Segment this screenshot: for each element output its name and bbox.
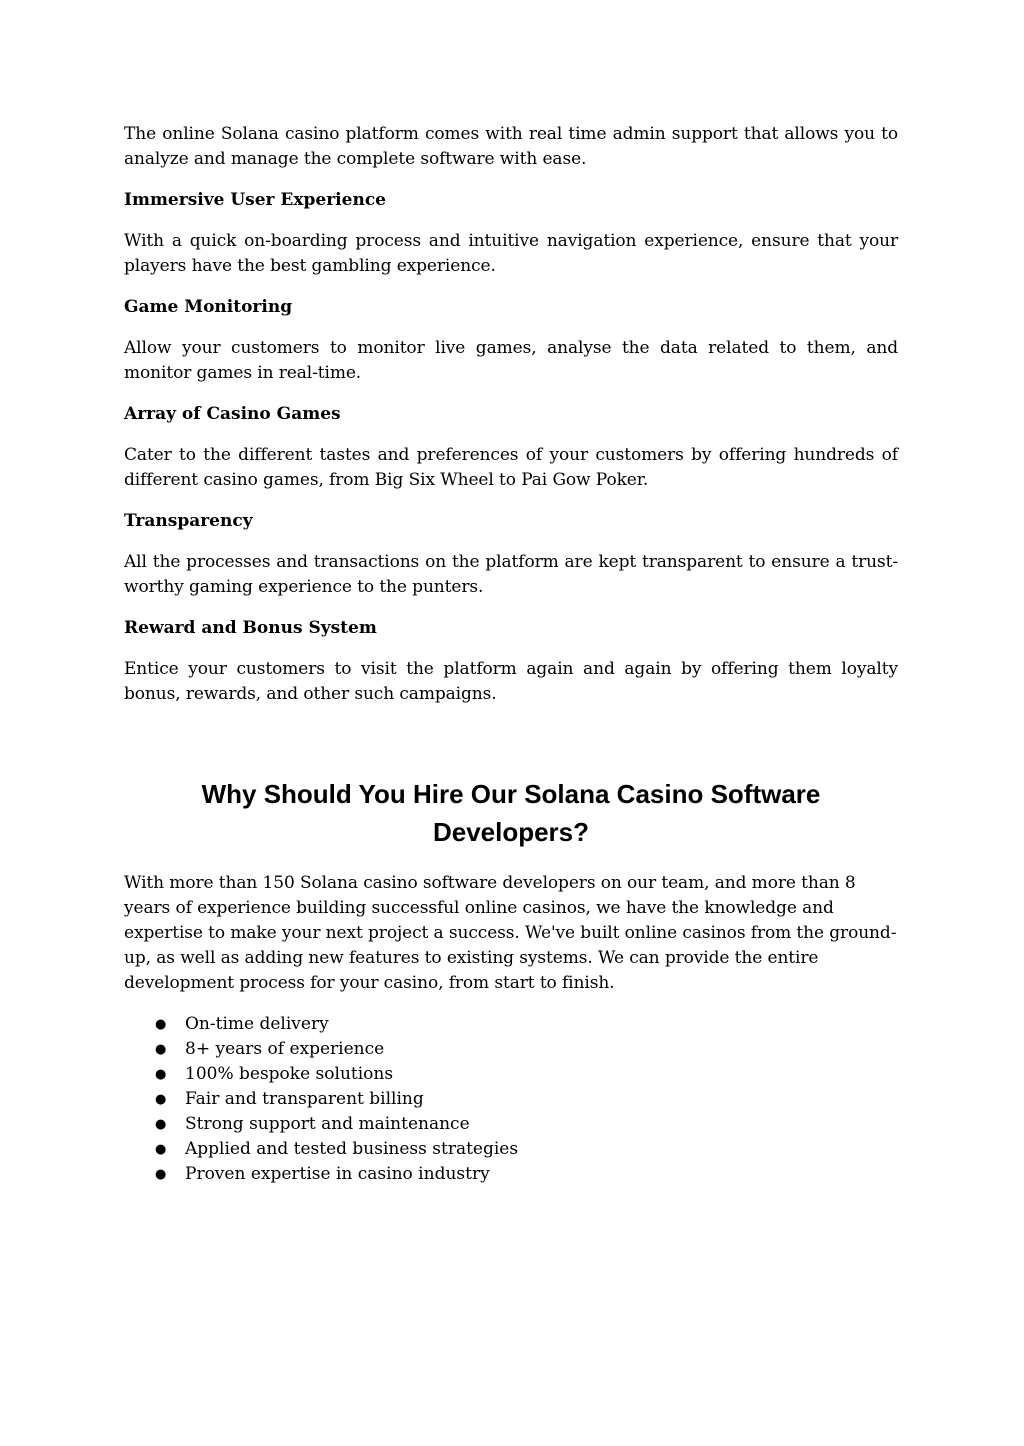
list-item: ● Strong support and maintenance bbox=[124, 1112, 898, 1137]
section-spacer bbox=[124, 723, 898, 775]
feature-text-user-experience: With a quick on-boarding process and intuitive navigation experience, ensure that your players have the best gambling experience. bbox=[124, 231, 898, 276]
list-item: ● 100% bespoke solutions bbox=[124, 1062, 898, 1087]
intro-paragraph: The online Solana casino platform comes with real time admin support that allows you to analyze and manage the complete software with ease. bbox=[124, 124, 898, 169]
feature-text-game-monitoring: Allow your customers to monitor live games, analyse the data related to them, and monitor games in real-time. bbox=[124, 338, 898, 383]
list-item: ● Proven expertise in casino industry bbox=[124, 1162, 898, 1187]
feature-text-casino-games: Cater to the different tastes and preferences of your customers by offering hundreds of different casino games, from Big Six Wheel to Pai Gow Poker. bbox=[124, 445, 898, 490]
bullet-icon: ● bbox=[155, 1117, 167, 1132]
feature-heading-user-experience: Immersive User Experience bbox=[124, 190, 386, 210]
bullet-icon: ● bbox=[155, 1017, 167, 1032]
list-item: ● Fair and transparent billing bbox=[124, 1087, 898, 1112]
feature-heading-reward-bonus: Reward and Bonus System bbox=[124, 618, 377, 638]
document-page bbox=[124, 122, 898, 1187]
section-paragraph: With more than 150 Solana casino software developers on our team, and more than 8 years of experience building successful online casinos, we have the knowledge and expertise to make your next project a success. We've built online casinos from the ground-up, as well as adding new features to existing systems. We can provide the entire development process for your casino, from start to finish. bbox=[124, 873, 897, 993]
bullet-icon: ● bbox=[155, 1167, 167, 1182]
feature-text-transparency: All the processes and transactions on the platform are kept transparent to ensure a trust-worthy gaming experience to the punters. bbox=[124, 552, 898, 597]
bullet-icon: ● bbox=[155, 1042, 167, 1057]
list-item: ● On-time delivery bbox=[124, 1012, 898, 1037]
bullet-icon: ● bbox=[155, 1142, 167, 1157]
feature-heading-casino-games: Array of Casino Games bbox=[124, 404, 341, 424]
bullet-icon: ● bbox=[155, 1067, 167, 1082]
bullet-icon: ● bbox=[155, 1092, 167, 1107]
benefits-list bbox=[124, 1012, 898, 1187]
feature-text-reward-bonus: Entice your customers to visit the platform again and again by offering them loyalty bonus, rewards, and other such campaigns. bbox=[124, 659, 898, 704]
list-item: ● 8+ years of experience bbox=[124, 1037, 898, 1062]
list-item: ● Applied and tested business strategies bbox=[124, 1137, 898, 1162]
feature-heading-transparency: Transparency bbox=[124, 511, 253, 531]
section-title: Why Should You Hire Our Solana Casino Software Developers? bbox=[201, 779, 821, 847]
feature-heading-game-monitoring: Game Monitoring bbox=[124, 297, 293, 317]
